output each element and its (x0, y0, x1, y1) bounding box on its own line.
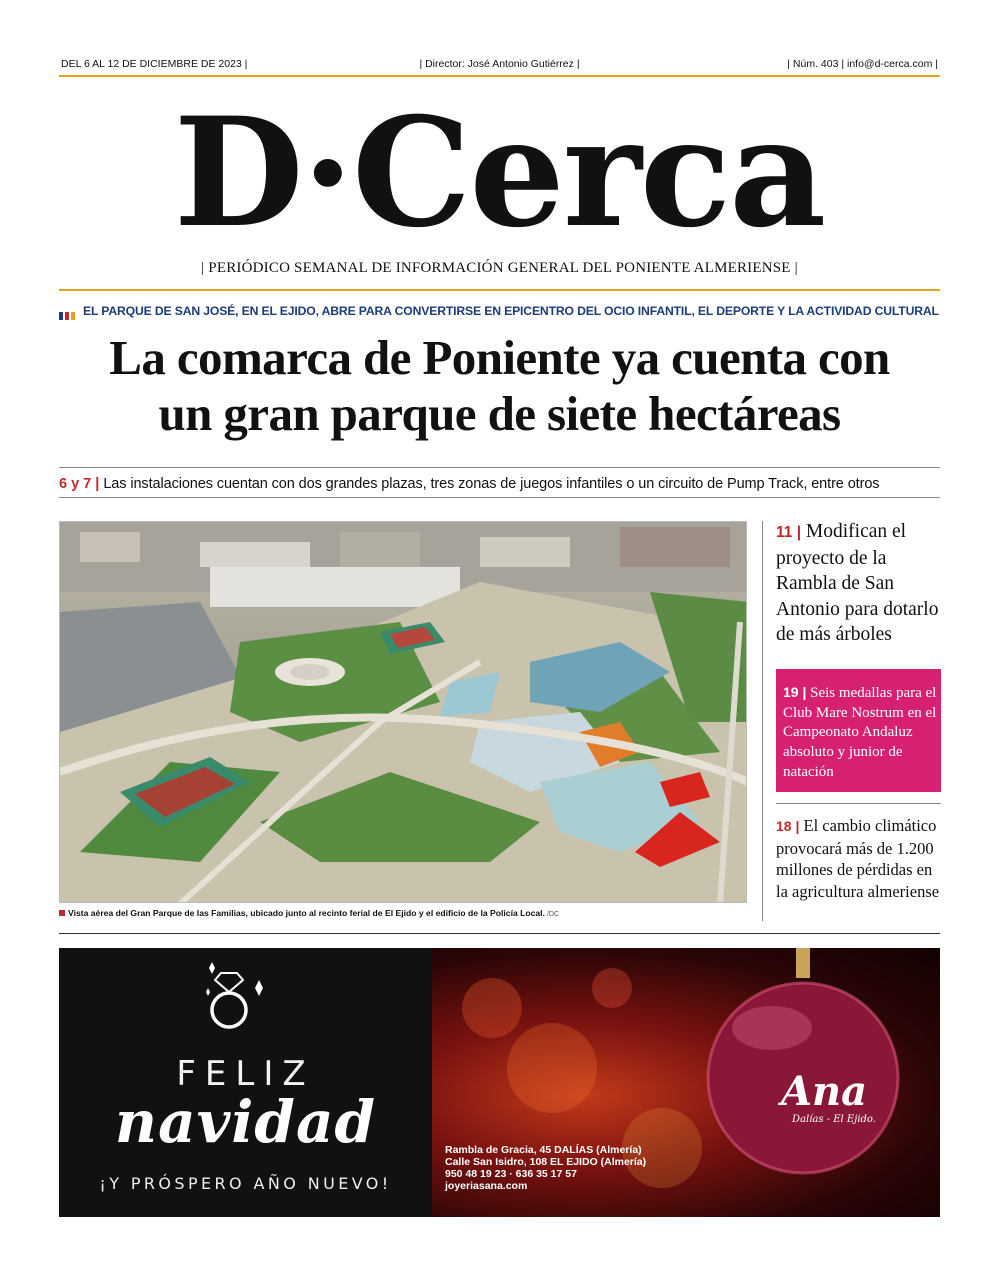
ad-phones: 950 48 19 23 · 636 35 17 57 (445, 1168, 577, 1180)
ad-contact-info (445, 1144, 646, 1192)
sidebar-divider (762, 521, 763, 921)
sidebar-story-2[interactable] (783, 683, 941, 783)
story-text: El cambio climático provocará más de 1.200 millones de pérdidas en la agricultura almeriense (776, 816, 940, 901)
masthead-logo[interactable] (59, 80, 940, 250)
photo-caption (59, 908, 759, 918)
ad-prospero-text: ¡Y PRÓSPERO AÑO NUEVO! (99, 1174, 392, 1193)
rule-above-subhead (59, 467, 940, 468)
rule-below-subhead (59, 497, 940, 498)
top-info-bar (59, 55, 940, 75)
newspaper-tagline: | PERIÓDICO SEMANAL DE INFORMACIÓN GENERAL DEL PONIENTE ALMERIENSE | (201, 260, 798, 276)
story-page: 18 | (776, 818, 800, 834)
aerial-park-photo[interactable] (59, 521, 747, 903)
ad-brand-subtitle: Dalías - El Ejido. (792, 1114, 876, 1125)
caption-bullet (59, 910, 65, 916)
photo-credit: /DC (546, 911, 560, 918)
director-line: | Director: José Antonio Gutiérrez | (419, 58, 580, 70)
main-headline[interactable] (59, 330, 940, 442)
ad-navidad-text: navidad (114, 1088, 377, 1156)
issue-dates: DEL 6 AL 12 DE DICIEMBRE DE 2023 | (61, 58, 248, 70)
subhead-text: Las instalaciones cuentan con dos grandes plazas, tres zonas de juegos infantiles o un circuito de Pump Track, entre otros (103, 476, 880, 492)
issue-number-email: | Núm. 403 | info@d-cerca.com | (787, 58, 938, 70)
park-aerial-image (60, 522, 747, 903)
subheadline (59, 475, 940, 495)
sidebar-separator (776, 803, 941, 804)
headline-line-2: un gran parque de siete hectáreas (158, 386, 841, 441)
jewelry-advertisement[interactable] (59, 948, 940, 1217)
gold-rule-mid (59, 289, 940, 291)
rule-above-ad (59, 933, 940, 934)
gold-rule-top (59, 75, 940, 77)
flag-icon (59, 307, 77, 315)
kicker-text: EL PARQUE DE SAN JOSÉ, EN EL EJIDO, ABRE PARA CONVERTIRSE EN EPICENTRO DEL OCIO INFANTIL, EL DEPORTE Y LA ACTIVIDAD CULTURAL (83, 304, 939, 318)
headline-line-1: La comarca de Poniente ya cuenta con (109, 330, 890, 385)
ad-left-panel (59, 948, 432, 1217)
ad-address-1: Rambla de Gracia, 45 DALÍAS (Almería) (445, 1144, 642, 1156)
subhead-pages: 6 y 7 | (59, 476, 100, 492)
caption-text: Vista aérea del Gran Parque de las Familias, ubicado junto al recinto ferial de El Ejido y el edificio de la Policía Local. (68, 908, 545, 918)
story-page: 11 | (776, 524, 802, 541)
sidebar-story-3[interactable] (776, 815, 944, 902)
lead-kicker (59, 303, 940, 319)
story-text: Modifican el proyecto de la Rambla de San Antonio para dotarlo de más árboles (776, 521, 939, 645)
sidebar-story-1[interactable] (776, 519, 944, 648)
ad-website[interactable]: joyeriasana.com (445, 1180, 528, 1192)
ad-address-2: Calle San Isidro, 108 EL EJIDO (Almería) (445, 1156, 647, 1168)
ad-brand-logo: Ana (780, 1068, 868, 1115)
story-text: Seis medallas para el Club Mare Nostrum en el Campeonato Andaluz absoluto y junior de natación (783, 685, 937, 780)
logo-graphic (59, 80, 940, 250)
story-page: 19 | (783, 684, 807, 700)
ad-feliz-text: FELIZ (176, 1054, 315, 1094)
logo-text: D·Cerca (173, 85, 825, 250)
